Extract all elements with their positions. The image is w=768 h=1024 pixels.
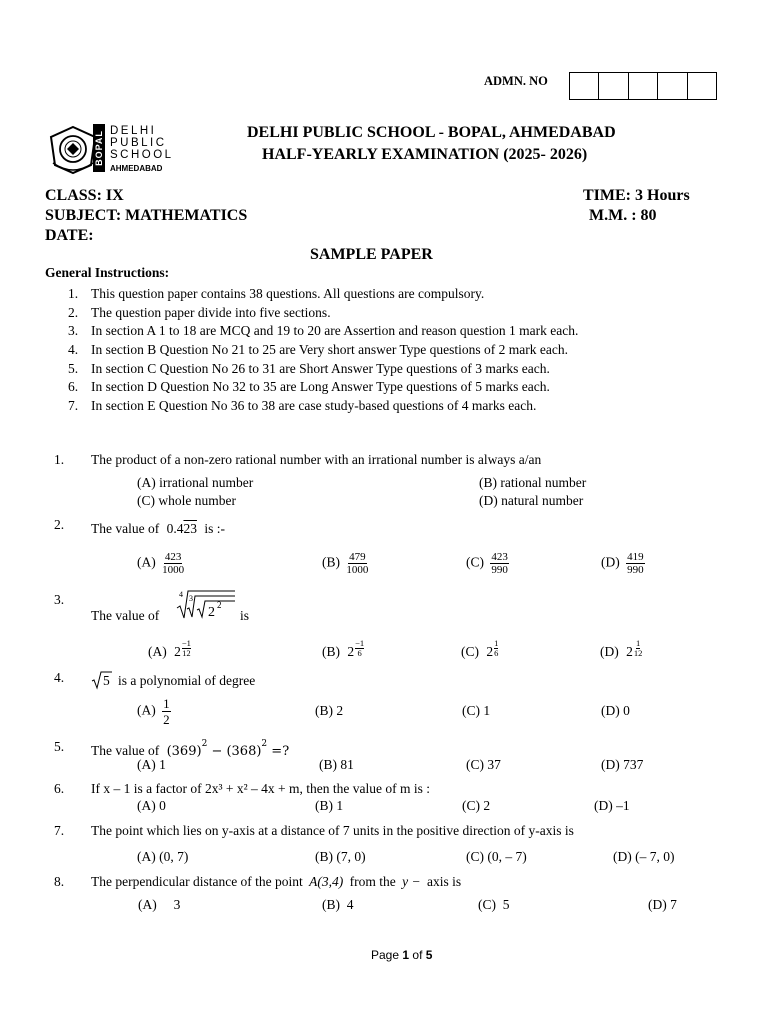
exp-denominator: 12 <box>633 648 643 658</box>
question-number: 4. <box>54 670 65 685</box>
date-label: DATE: <box>45 227 94 244</box>
power-exponent <box>634 639 643 658</box>
option-d[interactable] <box>600 638 643 668</box>
expr-exponent: 2 <box>201 739 208 749</box>
denominator: 990 <box>491 564 508 576</box>
svg-text:4: 4 <box>179 590 183 599</box>
exp-denominator: 6 <box>494 648 499 658</box>
recurring-decimal <box>167 521 197 536</box>
power-base: 2 <box>486 644 494 659</box>
numerator: 423 <box>491 551 508 563</box>
option-d[interactable]: (D) 0 <box>601 703 630 718</box>
footer-page-word: Page <box>371 948 400 962</box>
question-text: The point which lies on y-axis at a distance of 7 units in the positive direction of y-axis is <box>91 823 574 838</box>
decimal-part: 0.4 <box>166 521 184 536</box>
numerator: 423 <box>164 551 182 563</box>
option-b[interactable] <box>322 638 365 668</box>
option-fraction <box>490 551 509 576</box>
question-number: 7. <box>54 823 65 838</box>
option-a[interactable] <box>137 551 187 576</box>
logo-line-public: PUBLIC <box>110 137 167 149</box>
time-label: TIME: 3 Hours <box>583 187 690 204</box>
exp-numerator: 1 <box>494 638 499 648</box>
numerator: 479 <box>349 551 366 563</box>
footer-page-number: 1 <box>402 948 410 962</box>
admission-cell[interactable] <box>658 73 687 99</box>
numerator: 419 <box>627 551 644 563</box>
question-text-post: is <box>240 608 250 623</box>
option-d[interactable]: (D) natural number <box>479 493 584 508</box>
option-a[interactable] <box>148 638 191 668</box>
option-b[interactable]: (B) 2 <box>315 703 344 718</box>
instructions-title: General Instructions: <box>45 265 170 280</box>
question-text-pre: The value of <box>91 521 160 536</box>
subject-label: SUBJECT: MATHEMATICS <box>45 207 248 224</box>
instruction-number: 5. <box>68 361 79 376</box>
instruction-text: In section A 1 to 18 are MCQ and 19 to 20 are Assertion and reason question 1 mark each. <box>91 323 579 338</box>
option-fraction <box>626 551 645 576</box>
question-text <box>91 521 225 537</box>
option-a[interactable] <box>137 696 174 727</box>
option-d[interactable]: (D) 7 <box>648 897 677 912</box>
option-c[interactable]: (C) 1 <box>462 703 491 718</box>
footer-of-word: of <box>412 948 423 962</box>
option-b[interactable]: (B) 1 <box>315 798 344 813</box>
numerator: 1 <box>163 696 170 711</box>
option-label: (D) <box>600 644 619 659</box>
svg-text:2: 2 <box>208 605 215 620</box>
footer-page-total: 5 <box>425 948 433 962</box>
option-c[interactable]: (C) 5 <box>478 897 510 912</box>
expr-exponent: 2 <box>261 739 268 749</box>
question-text-pre: The value of <box>91 608 160 623</box>
recurring-part: 23 <box>183 521 197 536</box>
power-exponent <box>494 639 498 658</box>
exp-denominator: 12 <box>182 648 191 658</box>
option-c[interactable]: (C) 2 <box>462 798 491 813</box>
max-marks-label: M.M. : 80 <box>589 207 657 224</box>
option-label: (A) <box>148 644 167 659</box>
axis-label: y − <box>402 874 421 889</box>
option-fraction <box>162 551 184 576</box>
option-b[interactable]: (B) 81 <box>319 757 354 772</box>
option-c[interactable]: (C) whole number <box>137 493 236 508</box>
option-label: (D) <box>601 554 620 570</box>
admission-cell[interactable] <box>688 73 716 99</box>
expr-term-1: (369) <box>166 744 202 759</box>
question-number: 2. <box>54 517 65 532</box>
instruction-number: 3. <box>68 323 79 338</box>
instruction-text: In section E Question No 36 to 38 are case study-based questions of 4 marks each. <box>91 398 537 413</box>
question-text: is a polynomial of degree <box>118 673 256 688</box>
option-label: (B) <box>322 644 340 659</box>
option-b[interactable] <box>322 551 371 576</box>
option-d[interactable]: (D) (– 7, 0) <box>613 849 675 864</box>
question-number: 3. <box>54 592 65 607</box>
paper-type-title: SAMPLE PAPER <box>310 246 433 263</box>
instruction-number: 2. <box>68 305 79 320</box>
logo-line-delhi: DELHI <box>110 125 157 137</box>
radical-sign-icon <box>175 588 237 620</box>
option-fraction <box>346 551 368 576</box>
school-name: DELHI PUBLIC SCHOOL - BOPAL, AHMEDABAD <box>247 124 616 141</box>
expr-equals: =? <box>271 744 290 759</box>
nested-radical-expression <box>175 588 237 620</box>
instruction-number: 4. <box>68 342 79 357</box>
svg-text:2: 2 <box>217 600 222 610</box>
question-number: 8. <box>54 874 65 889</box>
question-text-pre: The value of <box>91 743 160 758</box>
option-fraction <box>162 696 171 727</box>
expr-term-2: − (368) <box>211 744 262 759</box>
svg-text:3: 3 <box>189 594 193 603</box>
denominator: 2 <box>163 712 170 727</box>
exp-numerator: −1 <box>181 638 191 648</box>
option-label: (A) <box>137 554 156 570</box>
radicand: 5 <box>103 673 110 688</box>
question-text-mid: from the <box>349 874 396 889</box>
question-number: 6. <box>54 781 65 796</box>
math-expression <box>166 739 290 759</box>
power-base: 2 <box>626 644 633 659</box>
question-number: 1. <box>54 452 65 467</box>
instruction-text: The question paper divide into five sections. <box>91 305 331 320</box>
admission-cell[interactable] <box>599 73 628 99</box>
school-emblem-icon <box>47 125 99 175</box>
exp-numerator: 1 <box>636 638 641 648</box>
option-b[interactable]: (B) rational number <box>479 475 587 490</box>
instruction-number: 6. <box>68 379 79 394</box>
question-text-post: is :- <box>204 521 225 536</box>
denominator: 1000 <box>162 564 185 576</box>
question-text-post: axis is <box>427 874 462 889</box>
option-c[interactable] <box>461 638 499 668</box>
option-c[interactable]: (C) 37 <box>466 757 501 772</box>
option-a[interactable]: (A) 0 <box>137 798 166 813</box>
option-c[interactable]: (C) (0, – 7) <box>466 849 527 864</box>
question-text: If x – 1 is a factor of 2x³ + x² – 4x + m, then the value of m is : <box>91 781 431 796</box>
instruction-text: This question paper contains 38 questions. All questions are compulsory. <box>91 286 485 301</box>
question-text <box>91 739 289 759</box>
point-label: A(3,4) <box>309 874 344 889</box>
power-base: 2 <box>347 644 355 659</box>
question-text: The product of a non-zero rational number with an irrational number is always a/an <box>91 452 542 467</box>
instruction-text: In section C Question No 26 to 31 are Short Answer Type questions of 3 marks each. <box>91 361 550 376</box>
question-text-pre: The perpendicular distance of the point <box>91 874 303 889</box>
option-c[interactable] <box>466 551 512 576</box>
power-base: 2 <box>174 644 181 659</box>
option-label: (A) <box>137 702 156 718</box>
logo-line-school: SCHOOL <box>110 149 174 161</box>
option-b[interactable]: (B) (7, 0) <box>315 849 366 864</box>
option-a[interactable]: (A) irrational number <box>137 475 254 490</box>
question-text <box>91 874 461 890</box>
logo-line-city: AHMEDABAD <box>110 164 163 173</box>
power-exponent <box>182 639 191 658</box>
instruction-number: 7. <box>68 398 79 413</box>
option-b[interactable]: (B) 4 <box>322 897 354 912</box>
denominator: 990 <box>627 564 644 576</box>
option-a[interactable]: (A) (0, 7) <box>137 849 189 864</box>
question-number: 5. <box>54 739 65 754</box>
option-d[interactable]: (D) 737 <box>601 757 644 772</box>
instruction-number: 1. <box>68 286 79 301</box>
option-label: (B) <box>322 554 340 570</box>
option-d[interactable]: (D) –1 <box>594 798 630 813</box>
instruction-text: In section D Question No 32 to 35 are Long Answer Type questions of 5 marks each. <box>91 379 550 394</box>
page-footer <box>371 948 432 962</box>
admission-cell[interactable] <box>629 73 658 99</box>
exp-numerator: −1 <box>355 638 365 648</box>
option-label: (C) <box>461 644 479 659</box>
exp-denominator: 6 <box>357 648 362 658</box>
denominator: 1000 <box>346 564 369 576</box>
class-label: CLASS: IX <box>45 187 124 204</box>
admission-number-boxes[interactable] <box>569 72 717 100</box>
exam-title: HALF-YEARLY EXAMINATION (2025- 2026) <box>262 146 588 163</box>
logo-vertical-text: BOPAL <box>94 130 104 166</box>
admission-label: ADMN. NO <box>484 74 548 88</box>
option-a[interactable]: (A) 3 <box>138 897 181 912</box>
option-label: (C) <box>466 554 484 570</box>
option-d[interactable] <box>601 551 648 576</box>
instruction-text: In section B Question No 21 to 25 are Very short answer Type questions of 2 mark each. <box>91 342 568 357</box>
admission-cell[interactable] <box>570 73 599 99</box>
power-exponent <box>355 639 364 658</box>
option-a[interactable]: (A) 1 <box>137 757 166 772</box>
